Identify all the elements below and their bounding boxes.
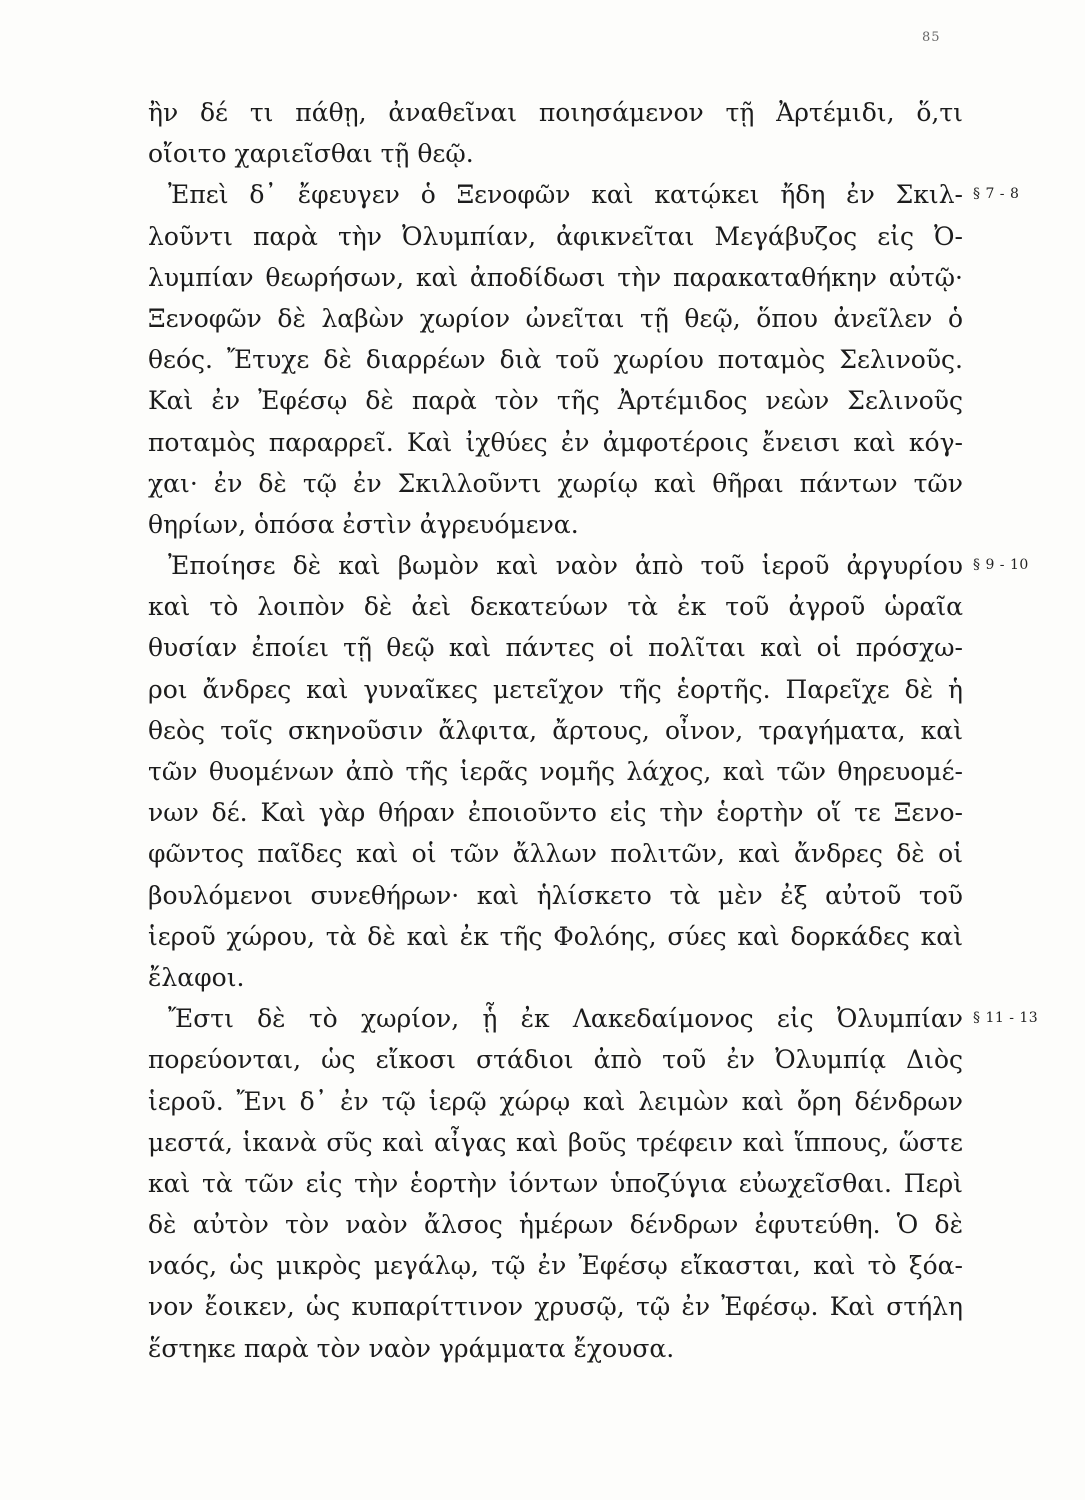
text-line-content: ἕστηκε παρὰ τὸν ναὸν γράμματα ἔχουσα. [148,1333,675,1363]
text-line [148,174,1020,215]
text-line-content: λυμπίαν θεωρήσων, καὶ ἀποδίδωσι τὴν παρακαταθήκην αὐτῷ· [148,262,963,292]
text-line-content: Καὶ ἐν Ἐφέσῳ δὲ παρὰ τὸν τῆς Ἀρτέμιδος νεὼν Σελινοῦς [148,386,963,416]
text-line-content: ἔλαφοι. [148,962,245,992]
text-line [148,1081,963,1122]
text-line [148,1204,963,1245]
text-line-content: φῶντος παῖδες καὶ οἱ τῶν ἄλλων πολιτῶν, καὶ ἄνδρες δὲ οἱ [148,839,963,869]
text-line-content: ἱεροῦ χώρου, τὰ δὲ καὶ ἐκ τῆς Φολόης, σύες καὶ δορκάδες καὶ [148,921,963,951]
text-line [148,998,1039,1039]
text-line [148,339,963,380]
text-line-content: δὲ αὐτὸν τὸν ναὸν ἄλσος ἡμέρων δένδρων ἐφυτεύθη. Ὁ δὲ [148,1210,963,1240]
text-line [148,1328,963,1369]
text-line [148,792,963,833]
text-line [148,216,963,257]
text-line [148,380,963,421]
text-line-content: χαι· ἐν δὲ τῷ ἐν Σκιλλοῦντι χωρίῳ καὶ θῆραι πάντων τῶν [148,468,963,498]
text-line [148,1163,963,1204]
text-line-content: Ξενοφῶν δὲ λαβὼν χωρίον ὠνεῖται τῇ θεῷ, ὅπου ἀνεῖλεν ὁ [148,303,963,333]
text-line-content: ροι ἄνδρες καὶ γυναῖκες μετεῖχον τῆς ἑορτῆς. Παρεῖχε δὲ ἡ [148,674,963,704]
text-line-content: καὶ τὸ λοιπὸν δὲ ἀεὶ δεκατεύων τὰ ἐκ τοῦ ἀγροῦ ὡραῖα [148,592,963,622]
text-line [148,1039,963,1080]
text-line [148,957,963,998]
text-line-content: θεὸς τοῖς σκηνοῦσιν ἄλφιτα, ἄρτους, οἶνον, τραγήματα, καὶ [148,715,963,745]
text-line [148,422,963,463]
text-line-content: νων δέ. Καὶ γὰρ θήραν ἐποιοῦντο εἰς τὴν ἑορτὴν οἵ τε Ξενο- [148,798,963,828]
text-line [148,916,963,957]
text-line-content: θηρίων, ὁπόσα ἐστὶν ἀγρευόμενα. [148,509,579,539]
text-line-content: οἴοιτο χαριεῖσθαι τῇ θεῷ. [148,139,474,169]
text-line [148,1122,963,1163]
text-line [148,751,963,792]
text-line [148,669,963,710]
section-marginal-note: § 7 - 8 [973,186,1020,203]
section-marginal-note: § 11 - 13 [973,1010,1039,1027]
text-line-content: λοῦντι παρὰ τὴν Ὀλυμπίαν, ἀφικνεῖται Μεγάβυζος εἰς Ὀ- [148,221,963,251]
text-line [148,833,963,874]
text-line-content: τῶν θυομένων ἀπὸ τῆς ἱερᾶς νομῆς λάχος, καὶ τῶν θηρευομέ- [148,757,963,786]
text-line [148,545,1029,586]
text-line [148,1286,963,1327]
text-line-content: μεστά, ἱκανὰ σῦς καὶ αἶγας καὶ βοῦς τρέφειν καὶ ἵππους, ὥστε [148,1127,963,1157]
text-line [148,504,963,545]
text-line-content: ἱεροῦ. Ἔνι δ᾽ ἐν τῷ ἱερῷ χώρῳ καὶ λειμὼν καὶ ὄρη δένδρων [148,1086,963,1116]
text-line-content: ἢν δέ τι πάθῃ, ἀναθεῖναι ποιησάμενον τῇ Ἀρτέμιδι, ὅ,τι [148,98,963,127]
text-line [148,257,963,298]
text-line [148,710,963,751]
text-line [148,586,963,627]
text-line [148,298,963,339]
text-line [148,875,963,916]
text-line-content: θυσίαν ἐποίει τῇ θεῷ καὶ πάντες οἱ πολῖται καὶ οἱ πρόσχω- [148,633,963,663]
text-line [148,463,963,504]
page-number: 85 [922,30,941,45]
text-line-content: Ἐποίησε δὲ καὶ βωμὸν καὶ ναὸν ἀπὸ τοῦ ἱεροῦ ἀργυρίου [168,551,963,581]
text-line-content: Ἔστι δὲ τὸ χωρίον, ᾗ ἐκ Λακεδαίμονος εἰς Ὀλυμπίαν [168,1004,963,1034]
text-line [148,133,963,174]
text-line [148,1245,963,1286]
text-line-content: βουλόμενοι συνεθήρων· καὶ ἡλίσκετο τὰ μὲν ἐξ αὐτοῦ τοῦ [148,880,963,910]
text-line-content: Ἐπεὶ δ᾽ ἔφευγεν ὁ Ξενοφῶν καὶ κατῴκει ἤδη ἐν Σκιλ- [168,180,963,210]
text-line-content: ναός, ὡς μικρὸς μεγάλῳ, τῷ ἐν Ἐφέσῳ εἴκασται, καὶ τὸ ξόα- [148,1251,963,1281]
text-line-content: καὶ τὰ τῶν εἰς τὴν ἑορτὴν ἰόντων ὑποζύγια εὐωχεῖσθαι. Περὶ [148,1168,963,1198]
greek-text-body [148,92,1039,1369]
text-line-content: νον ἔοικεν, ὡς κυπαρίττινον χρυσῷ, τῷ ἐν Ἐφέσῳ. Καὶ στήλη [148,1292,963,1322]
text-line [148,92,963,133]
text-line-content: πορεύονται, ὡς εἴκοσι στάδιοι ἀπὸ τοῦ ἐν Ὀλυμπίᾳ Διὸς [148,1045,963,1075]
text-line [148,627,963,668]
text-line-content: ποταμὸς παραρρεῖ. Καὶ ἰχθύες ἐν ἀμφοτέροις ἔνεισι καὶ κόγ- [148,427,963,457]
section-marginal-note: § 9 - 10 [973,557,1029,574]
text-line-content: θεός. Ἔτυχε δὲ διαρρέων διὰ τοῦ χωρίου ποταμὸς Σελινοῦς. [148,345,963,375]
